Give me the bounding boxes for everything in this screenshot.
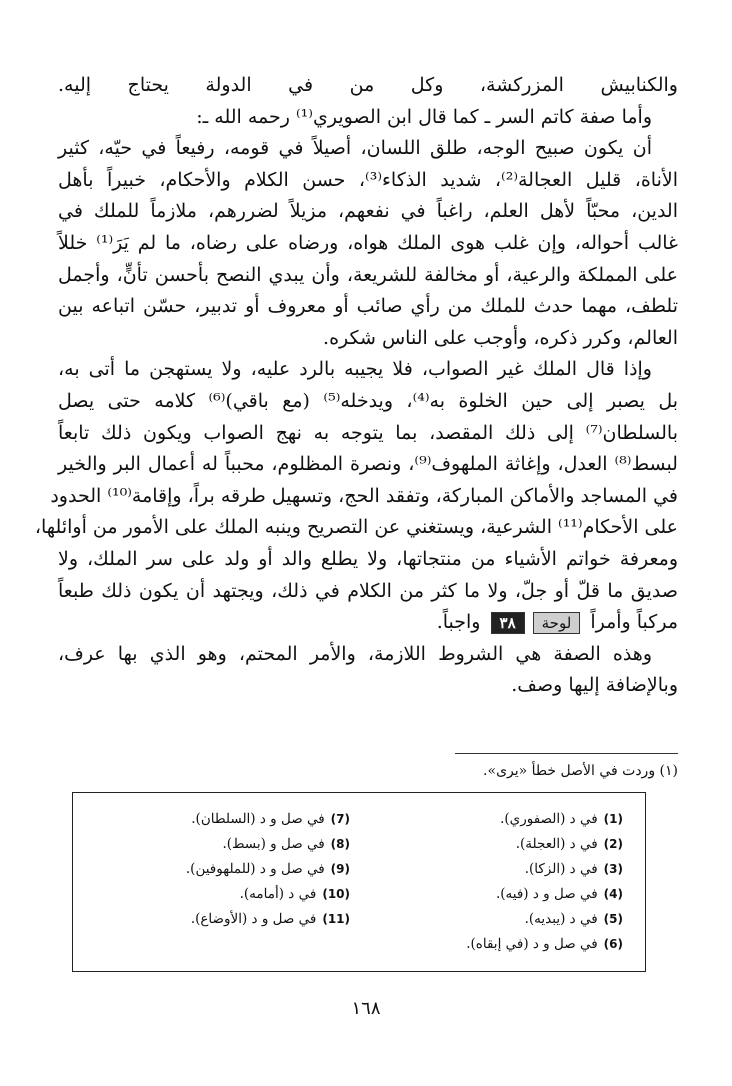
variant-note [353,832,623,857]
variant-text: في د (العجلة). [515,836,598,852]
variant-text: في صل و (بسط). [222,836,325,852]
variant-text: في صل و د (في إبقاه). [466,936,598,952]
text-fragment: مركباً وأمراً [590,611,678,634]
text-line: على الأحكام⁽¹¹⁾ الشرعية، ويستغني عن التصريح وينبه الملك على الأمور من أوائلها، [34,516,678,539]
plate-number: ٣٨ [491,612,525,634]
variant-number: (1) [603,812,623,826]
main-text [34,70,679,702]
variant-text: في د (يبديه). [524,911,598,927]
text-line: بل يصبر إلى حين الخلوة به⁽⁴⁾، ويدخله⁽⁵⁾ (مع باقي)⁽⁶⁾ كلامه حتى يصل [58,389,678,412]
text-line: وإذا قال الملك غير الصواب، فلا يجيبه بالرد عليه، ولا يستهجن ما أتى به، [58,358,652,381]
variant-text: في د (الصفوري). [500,811,598,827]
variant-text: في صل و د (فيه). [495,886,598,902]
variant-note [80,907,350,932]
variant-note [353,882,623,907]
variant-note [353,857,623,882]
text-line: وهذه الصفة هي الشروط اللازمة، والأمر المحتم، وهو الذي بها عرف، [58,642,652,665]
variant-number: (2) [603,837,623,851]
text-line: وبالإضافة إليها وصف. [511,674,678,697]
variant-number: (9) [330,862,350,876]
plate-label: لوحة [533,612,581,634]
variants-column-left [80,807,350,932]
text-line: العالم، وكرر ذكره، وأوجب على الناس شكره. [323,326,678,349]
variant-number: (4) [603,887,623,901]
variant-note [80,832,350,857]
text-line: لبسط⁽⁸⁾ العدل، وإغاثة الملهوف⁽⁹⁾، ونصرة المظلوم، محبباً له أعمال البر والخير [58,453,678,476]
variant-text: في صل و د (السلطان). [191,811,325,827]
text-line: غالب أحواله، وإن غلب هوى الملك هواه، ورضاه على رضاه، ما لم يَرَ⁽¹⁾ خللاً [58,231,678,254]
variant-number: (10) [322,887,350,901]
variants-box [72,792,646,972]
text-line: أن يكون صبيح الوجه، طلق اللسان، أصيلاً في قومه، رفيعاً في حيّه، كثير [58,137,652,160]
text-line: وأما صفة كاتم السر ـ كما قال ابن الصويري⁽¹⁾ رحمه الله ـ: [196,105,652,128]
text-line: صديق ما قلّ أو جلّ، ولا ما كثر من الكلام في ذلك، ويجتهد أن يكون ذلك طبعاً [58,579,678,602]
page-number: ١٦٨ [351,998,381,1019]
text-line: تلطف، مهما حدث للملك من رأي صائب أو معروف أو تدبير، حسّن اتباعه بين [58,295,678,318]
variant-number: (7) [330,812,350,826]
variant-note [353,807,623,832]
text-line: على المملكة والرعية، أو مخالفة للشريعة، وأن يبدي النصح بأحسن تأنٍّ، وأجمل [58,263,678,286]
variant-note [80,882,350,907]
variant-text: في صل و د (الأوضاع). [190,911,317,927]
variants-column-right [353,807,623,957]
variant-note [353,932,623,957]
variant-text: في د (الزكا). [524,861,598,877]
text-line: الدين، محبّاً لأهل العلم، راغباً في نفعهم، مزيلاً لضررهم، ملازماً للملك في [58,200,679,223]
variant-text: في صل و د (للملهوفين). [185,861,325,877]
variant-number: (11) [322,912,350,926]
footnote: (١) وردت في الأصل خطأ «يرى». [483,763,678,779]
variant-number: (5) [603,912,623,926]
variant-note [353,907,623,932]
footnote-separator [455,753,678,754]
text-fragment: واجباً. [436,611,481,634]
variant-number: (6) [603,937,623,951]
text-line: ومعرفة خواتم الأشياء من منتجاتها، ولا يطلع والد أو ولد على سر الملك، ولا [58,547,678,570]
text-line: الأناة، قليل العجالة⁽²⁾، شديد الذكاء⁽³⁾، حسن الكلام والأحكام، خبيراً بأهل [58,168,678,191]
variant-number: (3) [603,862,623,876]
variant-text: في د (أمامه). [239,886,317,902]
text-line: في المساجد والأماكن المباركة، وتفقد الحج، وتسهيل طرقه براً، وإقامة⁽¹⁰⁾ الحدود [50,484,678,507]
variant-number: (8) [330,837,350,851]
text-line: والكنابيش المزركشة، وكل من في الدولة يحتاج إليه. [58,74,678,96]
variant-note [80,857,350,882]
text-line: بالسلطان⁽⁷⁾ إلى ذلك المقصد، بما يتوجه به نهج الصواب ويكون ذلك تابعاً [58,421,678,444]
variant-note [80,807,350,832]
text-line-with-plate-marker [58,607,678,639]
